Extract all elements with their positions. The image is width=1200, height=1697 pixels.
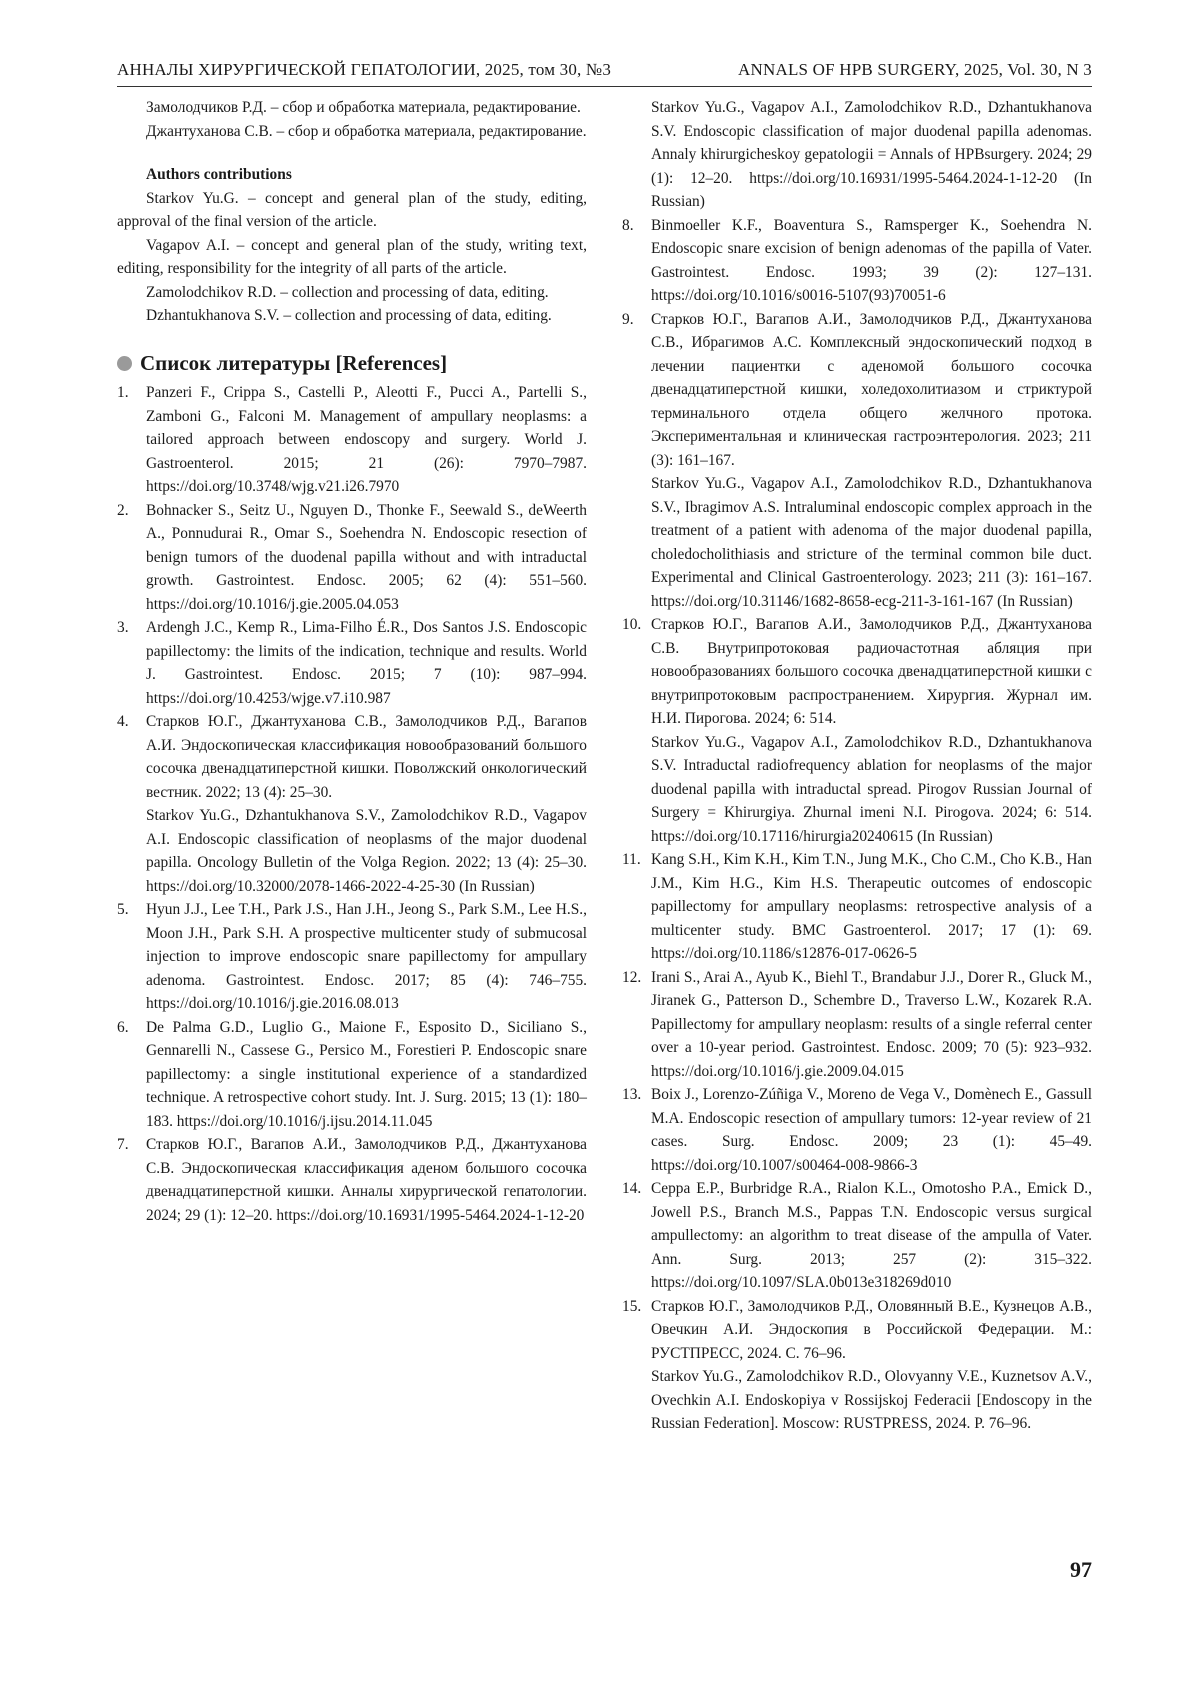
contribution-en-4: Dzhantukhanova S.V. – collection and processing of data, editing. [146, 307, 552, 324]
reference-text: Boix J., Lorenzo-Zúñiga V., Moreno de Vega V., Domènech E., Gassull M.A. Endoscopic resection of ampullary tumors: 12-year review of 21 cases. Surg. Endosc. 2009; 23 (1): 45–49. https://doi.org/10.1007/s00464-008-9866-3 [651, 1086, 1092, 1174]
reference-item [622, 966, 1092, 1084]
reference-text: Старков Ю.Г., Вагапов А.И., Замолодчиков Р.Д., Джантуханова С.В. Эндоскопическая классификация аденом большого сосочка двенадцатиперстной кишки. Анналы хирургической гепатологии. 2024; 29 (1): 12–20. https://doi.org/10.16931/1995-5464.2024-1-12-20 [146, 1136, 587, 1224]
right-column [622, 96, 1092, 1436]
reference-item [622, 214, 1092, 308]
reference-text: Binmoeller K.F., Boaventura S., Ramsperger K., Soehendra N. Endoscopic snare excision of benign adenomas of the papilla of Vater. Gastrointest. Endosc. 1993; 39 (2): 127–131. https://doi.org/10.1016/s0016-5107(93)70051-6 [651, 216, 1092, 304]
reference-text: De Palma G.D., Luglio G., Maione F., Esposito D., Siciliano S., Gennarelli N., Cassese G., Persico M., Forestieri P. Endoscopic snare papillectomy: a single institutional experience of a standardized technique. A retrospective cohort study. Int. J. Surg. 2015; 13 (1): 180–183. https://doi.org/10.1016/j.ijsu.2014.11.045 [146, 1018, 587, 1130]
reference-text-en: Starkov Yu.G., Dzhantukhanova S.V., Zamolodchikov R.D., Vagapov A.I. Endoscopic classification of neoplasms of the major duodenal papilla. Oncology Bulletin of the Volga Region. 2022; 13 (4): 25–30. https://doi.org/10.32000/2078-1466-2022-4-25-30 (In Russian) [146, 807, 587, 895]
reference-text: Старков Ю.Г., Джантуханова С.В., Замолодчиков Р.Д., Вагапов А.И. Эндоскопическая классификация новообразований большого сосочка двенадцатиперстной кишки. Поволжский онкологический вестник. 2022; 13 (4): 25–30. [146, 713, 587, 801]
reference-number: 10. [622, 616, 642, 633]
contribution-en-1: Starkov Yu.G. – concept and general plan of the study, editing, approval of the final version of the article. [117, 189, 587, 230]
reference-text-en: Starkov Yu.G., Zamolodchikov R.D., Olovyanny V.E., Kuznetsov A.V., Ovechkin A.I. Endoskopiya v Rossijskoj Federacii [Endoscopy in the Russian Federation]. Moscow: RUSTPRESS, 2024. P. 76–96. [651, 1368, 1092, 1432]
reference-item [117, 499, 587, 617]
contribution-ru-2: Джантуханова С.В. – сбор и обработка материала, редактирование. [146, 122, 587, 140]
authors-contributions-list [117, 187, 587, 328]
reference-number: 14. [622, 1180, 642, 1197]
reference-number: 2. [117, 501, 129, 519]
reference-item [117, 898, 587, 1016]
reference-text: Irani S., Arai A., Ayub K., Biehl T., Brandabur J.J., Dorer R., Gluck M., Jiranek G., Patterson D., Schembre D., Traverso L.W., Kozarek R.A. Papillectomy for ampullary neoplasm: results of a single referral center over a 10-year period. Gastrointest. Endosc. 2009; 70 (5): 923–932. https://doi.org/10.1016/j.gie.2009.04.015 [651, 968, 1092, 1080]
authors-contributions-heading: Authors contributions [146, 166, 292, 183]
reference-text: Старков Ю.Г., Вагапов А.И., Замолодчиков Р.Д., Джантуханова С.В., Ибрагимов А.С. Комплексный эндоскопический подход в лечении пациентки с аденомой большого сосочка двенадцатиперстной кишки, холедохолитиазом и стриктурой терминального отдела общего желчного протока. Экспериментальная и клиническая гастроэнтерология. 2023; 211 (3): 161–167. [651, 310, 1092, 469]
reference-text: Bohnacker S., Seitz U., Nguyen D., Thonke F., Seewald S., deWeerth A., Ponnudurai R., Omar S., Soehendra N. Endoscopic resection of benign tumors of the duodenal papilla without and with intraductal growth. Gastrointest. Endosc. 2005; 62 (4): 551–560. https://doi.org/10.1016/j.gie.2005.04.053 [146, 501, 587, 613]
reference-item [117, 381, 587, 499]
reference-text: Старков Ю.Г., Вагапов А.И., Замолодчиков Р.Д., Джантуханова С.В. Внутрипротоковая радиочастотная абляция при новообразованиях большого сосочка двенадцатиперстной кишки с внутрипротоковым распространением. Хирургия. Журнал им. Н.И. Пирогова. 2024; 6: 514. [651, 616, 1092, 727]
reference-item [117, 1016, 587, 1134]
reference-item [117, 616, 587, 710]
reference-item-continued [622, 96, 1092, 214]
reference-text: Ceppa E.P., Burbridge R.A., Rialon K.L., Omotosho P.A., Emick D., Jowell P.S., Branch M.S., Pappas T.N. Endoscopic versus surgical ampullectomy: an algorithm to treat disease of the ampulla of Vater. Ann. Surg. 2013; 257 (2): 315–322. https://doi.org/10.1097/SLA.0b013e318269d010 [651, 1180, 1092, 1291]
header-journal-ru: АННАЛЫ ХИРУРГИЧЕСКОЙ ГЕПАТОЛОГИИ, 2025, том 30, №3 [117, 60, 612, 79]
bullet-dot-icon [117, 356, 132, 371]
reference-number: 8. [622, 216, 634, 234]
reference-text-en: Starkov Yu.G., Vagapov A.I., Zamolodchikov R.D., Dzhantukhanova S.V. Intraductal radiofrequency ablation for neoplasms of the major duodenal papilla with intraductal spread. Pirogov Russian Journal of Surgery = Khirurgiya. Zhurnal imeni N.I. Pirogova. 2024; 6: 514. https://doi.org/10.17116/hirurgia20240615 (In Russian) [651, 733, 1092, 845]
reference-text: Panzeri F., Crippa S., Castelli P., Aleotti F., Pucci A., Partelli S., Zamboni G., Falconi M. Management of ampullary neoplasms: a tailored approach between endoscopy and surgery. World J. Gastroenterol. 2015; 21 (26): 7970–7987. https://doi.org/10.3748/wjg.v21.i26.7970 [146, 384, 587, 495]
contribution-ru-1: Замолодчиков Р.Д. – сбор и обработка материала, редактирование. [146, 99, 581, 116]
reference-number: 7. [117, 1136, 129, 1153]
left-column [117, 96, 587, 1227]
reference-text: Ardengh J.C., Kemp R., Lima-Filho É.R., Dos Santos J.S. Endoscopic papillectomy: the limits of the indication, technique and results. World J. Gastrointest. Endosc. 2015; 7 (10): 987–994. https://doi.org/10.4253/wjge.v7.i10.987 [146, 619, 587, 707]
reference-number: 12. [622, 968, 642, 986]
reference-item [622, 1295, 1092, 1436]
reference-item [622, 1083, 1092, 1177]
reference-text-en: Starkov Yu.G., Vagapov A.I., Zamolodchikov R.D., Dzhantukhanova S.V. Endoscopic classification of major duodenal papilla adenomas. Annaly khirurgicheskoy gepatologii = Annals of HPBsurgery. 2024; 29 (1): 12–20. https://doi.org/10.16931/1995-5464.2024-1-12-20 (In Russian) [651, 99, 1092, 210]
reference-item [622, 613, 1092, 848]
reference-item [117, 710, 587, 898]
reference-number: 11. [622, 851, 641, 868]
reference-number: 5. [117, 901, 129, 918]
page-number: 97 [1070, 1557, 1092, 1582]
reference-text: Kang S.H., Kim K.H., Kim T.N., Jung M.K., Cho C.M., Cho K.B., Han J.M., Kim H.G., Kim H.S. Therapeutic outcomes of endoscopic papillectomy for ampullary neoplasms: retrospective analysis of a multicenter study. BMC Gastroenterol. 2017; 17 (1): 69. https://doi.org/10.1186/s12876-017-0626-5 [651, 851, 1092, 962]
header-journal-en: ANNALS OF HPB SURGERY, 2025, Vol. 30, N 3 [738, 60, 1092, 79]
reference-item [622, 1177, 1092, 1295]
contribution-en-3: Zamolodchikov R.D. – collection and processing of data, editing. [146, 283, 549, 301]
running-header [117, 56, 1092, 87]
reference-text: Hyun J.J., Lee T.H., Park J.S., Han J.H., Jeong S., Park S.M., Lee H.S., Moon J.H., Park S.H. A prospective multicenter study of submucosal injection to improve endoscopic snare papillectomy for ampullary adenoma. Gastrointest. Endosc. 2017; 85 (4): 746–755. https://doi.org/10.1016/j.gie.2016.08.013 [146, 901, 587, 1012]
reference-number: 4. [117, 713, 129, 730]
reference-number: 6. [117, 1018, 129, 1036]
reference-number: 9. [622, 310, 634, 328]
reference-item [117, 1133, 587, 1227]
reference-text: Старков Ю.Г., Замолодчиков Р.Д., Оловянный В.Е., Кузнецов А.В., Овечкин А.И. Эндоскопия в Российской Федерации. М.: РУСТПРЕСС, 2024. С. 76–96. [651, 1297, 1092, 1362]
reference-item [622, 308, 1092, 614]
reference-number: 15. [622, 1297, 642, 1315]
contribution-en-2: Vagapov A.I. – concept and general plan of the study, writing text, editing, responsibility for the integrity of all parts of the article. [117, 236, 587, 277]
references-title: Список литературы [References] [140, 350, 448, 375]
reference-text-en: Starkov Yu.G., Vagapov A.I., Zamolodchikov R.D., Dzhantukhanova S.V., Ibragimov A.S. Intraluminal endoscopic complex approach in the treatment of a patient with adenoma of the major duodenal papilla, choledocholithiasis and stricture of the terminal common bile duct. Experimental and Clinical Gastroenterology. 2023; 211 (3): 161–167. https://doi.org/10.31146/1682-8658-ecg-211-3-161-167 (In Russian) [651, 475, 1092, 610]
reference-number: 3. [117, 619, 129, 636]
reference-number: 1. [117, 384, 129, 401]
references-heading [117, 352, 587, 376]
reference-number: 13. [622, 1086, 642, 1103]
reference-item [622, 848, 1092, 966]
